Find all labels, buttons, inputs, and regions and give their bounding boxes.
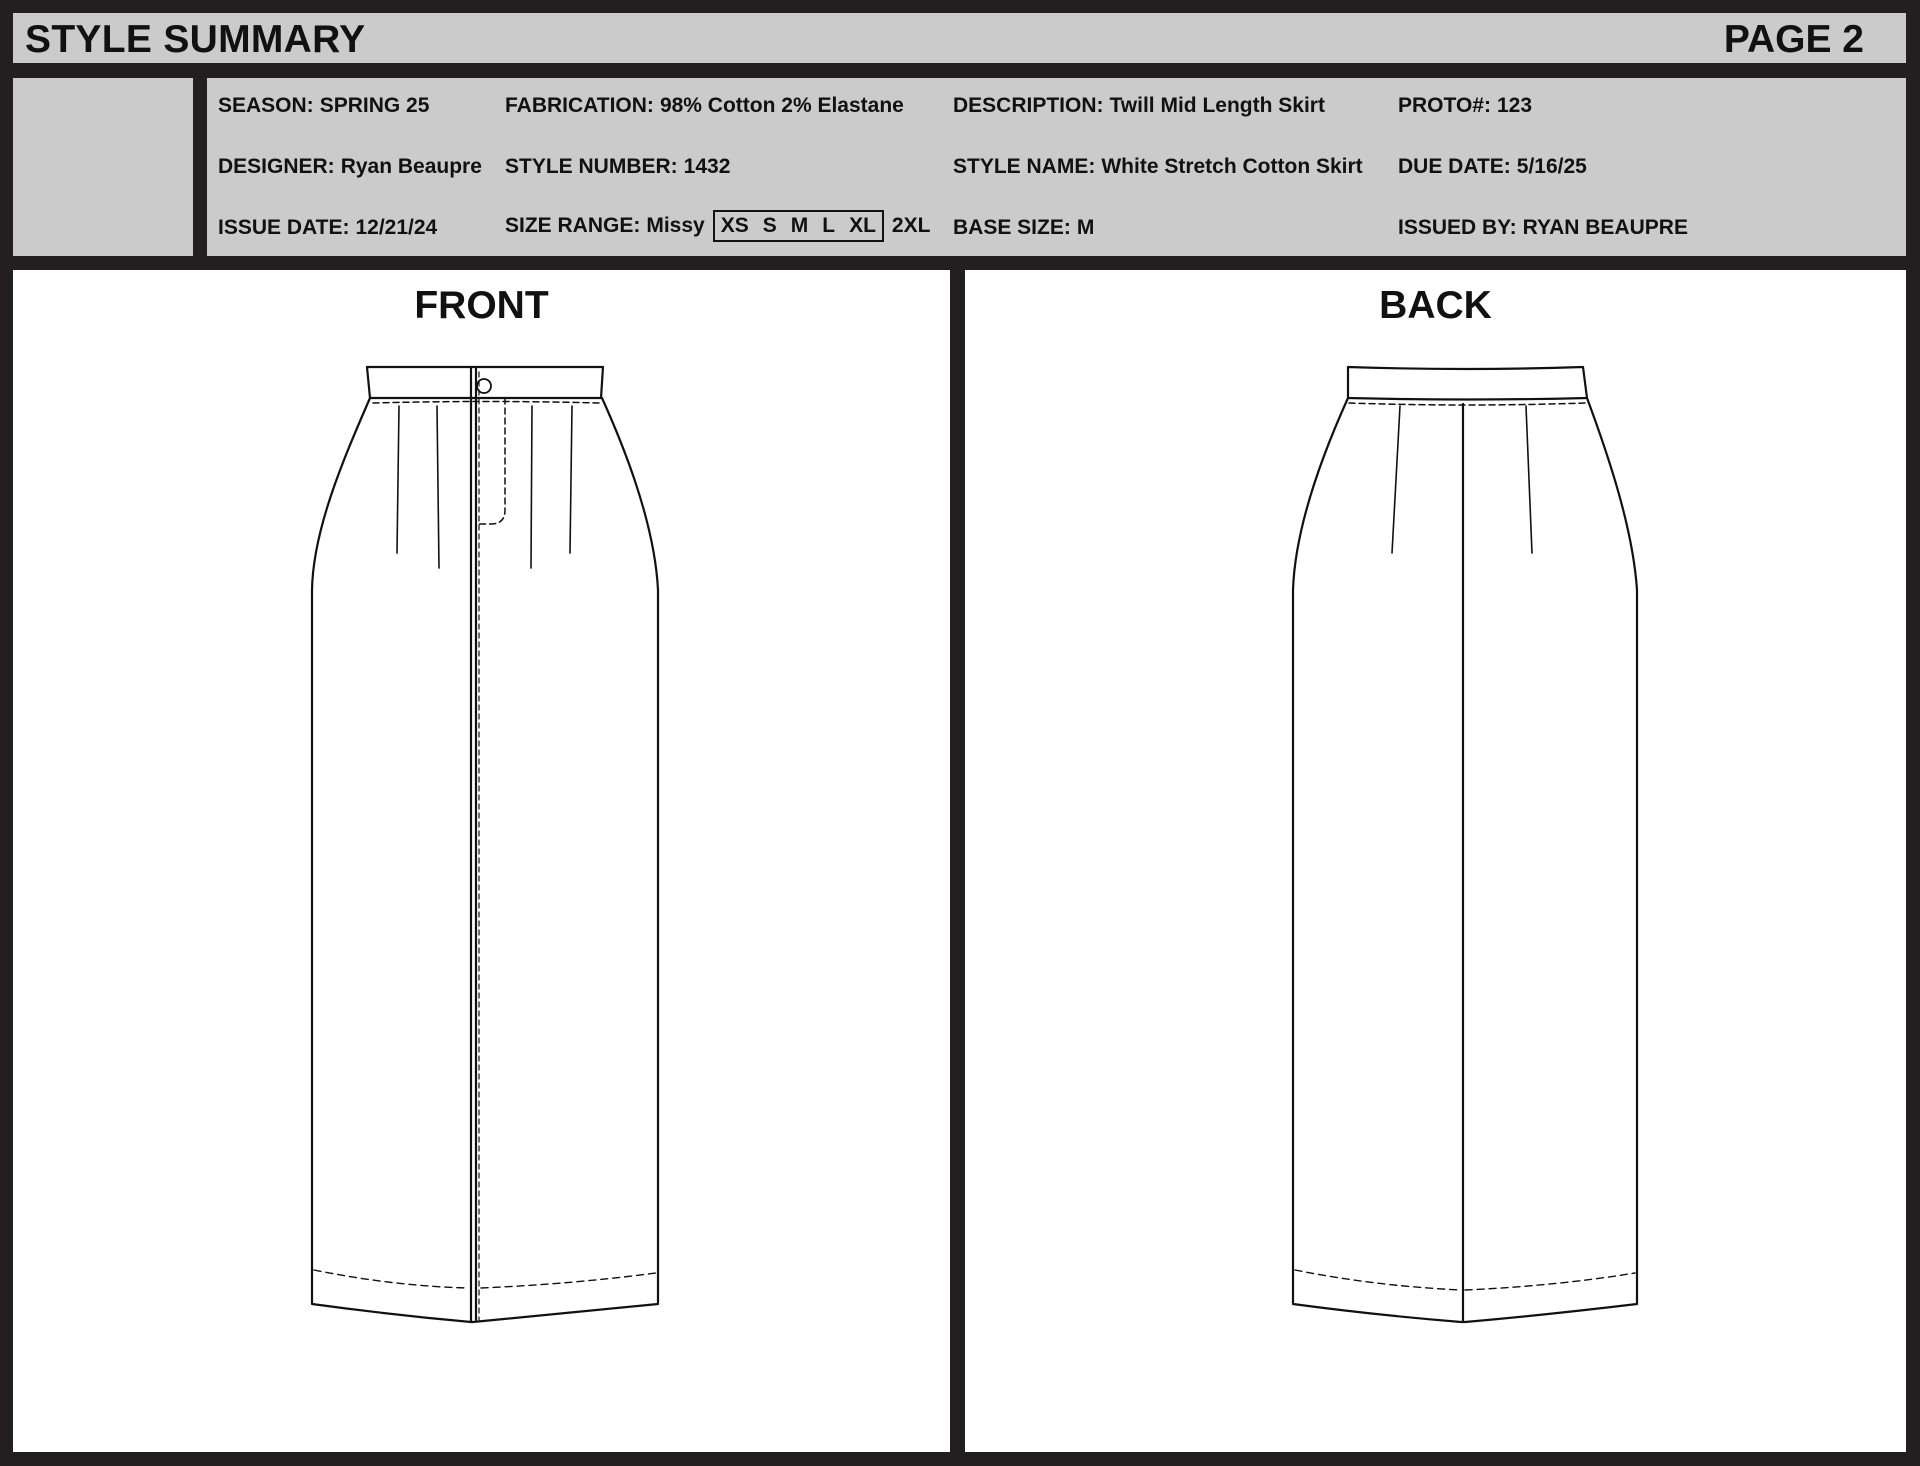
due-date-field: [1398, 155, 1587, 179]
front-dart-3: [531, 406, 532, 568]
front-skirt-sketch: [13, 270, 950, 1452]
season-field: [218, 94, 429, 118]
page-title: STYLE SUMMARY: [25, 18, 366, 61]
season-label: SEASON:: [218, 94, 314, 117]
front-view-panel: [13, 270, 950, 1452]
back-waistband: [1348, 367, 1587, 400]
proto-value: 123: [1496, 94, 1533, 117]
proto-label: PROTO#:: [1398, 94, 1491, 117]
style-number-field: [505, 155, 730, 179]
base-size-value: M: [1076, 216, 1095, 239]
description-field: [953, 94, 1325, 118]
size-range-box: [713, 210, 884, 242]
size-s: S: [762, 214, 777, 237]
style-name-label: STYLE NAME:: [953, 155, 1096, 178]
spec-info-panel: [207, 78, 1906, 256]
front-dart-2: [437, 406, 439, 568]
fabrication-field: [505, 94, 904, 118]
front-fly-stitch: [476, 398, 505, 524]
issue-date-field: [218, 216, 437, 240]
due-date-label: DUE DATE:: [1398, 155, 1511, 178]
size-range-label: SIZE RANGE:: [505, 214, 641, 237]
back-hem-stitch-left: [1295, 1270, 1461, 1290]
page-number: PAGE 2: [1723, 18, 1864, 61]
back-dart-left: [1392, 406, 1400, 553]
thumbnail-placeholder: [13, 78, 193, 256]
fabrication-value: 98% Cotton 2% Elastane: [659, 94, 904, 117]
designer-field: [218, 155, 482, 179]
size-m: M: [790, 214, 809, 237]
back-dart-right: [1526, 406, 1532, 553]
base-size-label: BASE SIZE:: [953, 216, 1071, 239]
back-view-heading: BACK: [1379, 284, 1492, 327]
size-xl: XL: [849, 214, 876, 237]
size-xs: XS: [720, 214, 749, 237]
style-name-field: [953, 155, 1363, 179]
season-value: SPRING 25: [319, 94, 430, 117]
front-view-heading: FRONT: [414, 284, 549, 327]
size-l: L: [822, 214, 836, 237]
issue-date-value: 12/21/24: [355, 216, 438, 239]
description-value: Twill Mid Length Skirt: [1109, 94, 1325, 117]
back-waistband-stitch: [1349, 403, 1585, 405]
size-2xl: 2XL: [891, 214, 931, 237]
front-dart-4: [570, 406, 572, 553]
back-view-panel: [965, 270, 1906, 1452]
designer-value: Ryan Beaupre: [340, 155, 482, 178]
designer-label: DESIGNER:: [218, 155, 335, 178]
style-name-value: White Stretch Cotton Skirt: [1101, 155, 1363, 178]
fabrication-label: FABRICATION:: [505, 94, 654, 117]
front-waistband-stitch: [373, 402, 599, 404]
size-range-field: [505, 210, 930, 242]
back-hem-stitch-right: [1465, 1273, 1635, 1290]
front-hem-stitch-left: [314, 1270, 468, 1288]
due-date-value: 5/16/25: [1516, 155, 1587, 178]
proto-field: [1398, 94, 1532, 118]
issue-date-label: ISSUE DATE:: [218, 216, 350, 239]
header-bar: [13, 13, 1906, 63]
style-number-label: STYLE NUMBER:: [505, 155, 678, 178]
back-skirt-outline: [1293, 398, 1637, 1322]
issued-by-label: ISSUED BY:: [1398, 216, 1517, 239]
issued-by-field: [1398, 216, 1688, 240]
size-range-value: Missy: [646, 214, 705, 237]
front-dart-1: [397, 406, 399, 553]
front-skirt-outline: [312, 398, 658, 1322]
base-size-field: [953, 216, 1094, 240]
description-label: DESCRIPTION:: [953, 94, 1104, 117]
issued-by-value: RYAN BEAUPRE: [1522, 216, 1688, 239]
style-number-value: 1432: [683, 155, 731, 178]
back-skirt-sketch: [965, 270, 1906, 1452]
front-hem-stitch-right: [481, 1273, 656, 1288]
